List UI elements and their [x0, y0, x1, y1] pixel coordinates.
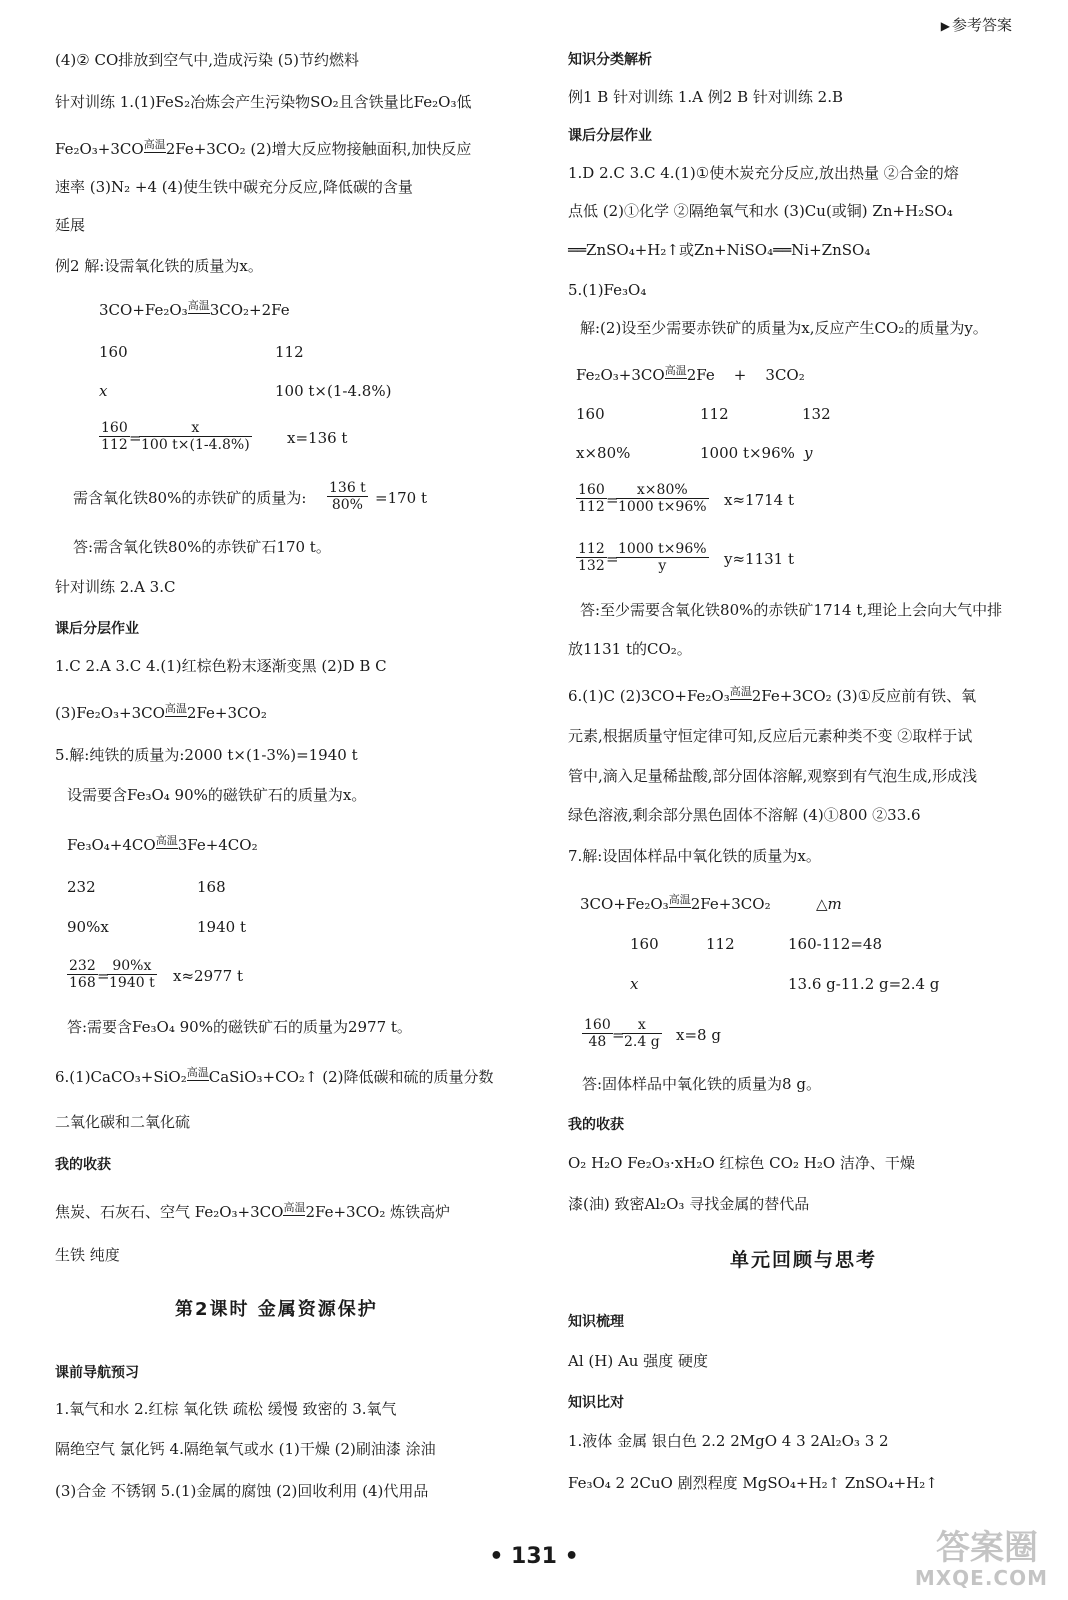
equals-sign: = [612, 1026, 625, 1044]
ratio-value: 112 [275, 343, 304, 361]
text-line: 例2 解:设需氧化铁的质量为x。 [55, 257, 263, 275]
watermark-url: MXQE.COM [914, 1566, 1048, 1590]
ratio-value: 160 [99, 343, 128, 361]
fraction [99, 420, 130, 453]
equation-right: 2Fe+3CO₂ [690, 895, 771, 913]
ratio-value: 13.6 g-11.2 g=2.4 g [788, 975, 940, 993]
text-line: 管中,滴入足量稀盐酸,部分固体溶解,观察到有气泡生成,形成浅 [568, 767, 978, 785]
ratio-value: 132 [802, 405, 831, 423]
equation-left: 3CO+Fe₂O₃ [580, 895, 669, 913]
reaction-condition [165, 703, 187, 717]
ratio-value: 160 [576, 405, 605, 423]
equation-line [99, 300, 290, 320]
text-line: O₂ H₂O Fe₂O₃·xH₂O 红棕色 CO₂ H₂O 洁净、干燥 [568, 1154, 915, 1172]
section-heading: 课后分层作业 [55, 621, 139, 637]
result: x≈2977 t [173, 967, 243, 985]
ratio-value: 100 t×(1-4.8%) [275, 382, 392, 400]
equation-line [580, 894, 771, 914]
watermark-logo [888, 1520, 1048, 1590]
denominator: 1000 t×96% [618, 499, 707, 515]
ratio-value: 232 [67, 878, 96, 896]
equation-left: Fe₃O₄+4CO [67, 836, 156, 854]
equation-left: Fe₂O₃+3CO [55, 140, 144, 158]
text-line: 7.解:设固体样品中氧化铁的质量为x。 [568, 847, 821, 865]
equation-line [576, 365, 805, 385]
reaction-condition [188, 300, 210, 314]
reaction-condition [669, 894, 691, 908]
text-line: 隔绝空气 氯化钙 4.隔绝氧气或水 (1)干燥 (2)刷油漆 涂油 [55, 1440, 436, 1458]
reaction-condition [665, 365, 687, 379]
equation-left: Fe₂O₃+3CO [576, 366, 665, 384]
text-line: ══ZnSO₄+H₂↑或Zn+NiSO₄══Ni+ZnSO₄ [568, 241, 871, 259]
numerator: 232 [69, 958, 96, 974]
numerator: x [139, 420, 252, 437]
fraction [327, 480, 368, 513]
unit-title: 单元回顾与思考 [730, 1249, 878, 1271]
text-line: 设需要含Fe₃O₄ 90%的磁铁矿石的质量为x。 [67, 786, 367, 804]
text-line: 针对训练 1.(1)FeS₂冶炼会产生污染物SO₂且含铁量比Fe₂O₃低 [55, 93, 472, 111]
equals-sign: = [129, 429, 142, 447]
text-line: 1.D 2.C 3.C 4.(1)①使木炭充分反应,放出热量 ②合金的熔 [568, 164, 959, 182]
watermark-top: 答案圈 [936, 1528, 1038, 1568]
fraction [107, 958, 157, 991]
condition-label: 高温 [155, 834, 178, 847]
equation-left: (3)Fe₂O₃+3CO [55, 704, 165, 722]
text-line: 1.氧气和水 2.红棕 氧化铁 疏松 缓慢 致密的 3.氧气 [55, 1400, 397, 1418]
numerator: 160 [101, 420, 128, 436]
text-line: 5.解:纯铁的质量为:2000 t×(1-3%)=1940 t [55, 746, 358, 764]
equation-line [55, 1202, 450, 1222]
text-line: 例1 B 针对训练 1.A 例2 B 针对训练 2.B [568, 88, 843, 106]
fraction [576, 482, 607, 515]
fraction [139, 420, 252, 453]
text-line: 解:(2)设至少需要赤铁矿的质量为x,反应产生CO₂的质量为y。 [580, 319, 988, 337]
reaction-condition [187, 1067, 209, 1081]
text-line: (3)合金 不锈钢 5.(1)金属的腐蚀 (2)回收利用 (4)代用品 [55, 1482, 429, 1500]
denominator: 168 [69, 975, 96, 991]
ratio-value: 168 [197, 878, 226, 896]
result: x=136 t [287, 429, 348, 447]
numerator: 1000 t×96% [618, 541, 707, 557]
denominator: 48 [588, 1034, 607, 1050]
reaction-condition [144, 139, 166, 153]
equation-right: 2Fe+3CO₂ [186, 704, 267, 722]
text-line: 1.液体 金属 银白色 2.2 2MgO 4 3 2Al₂O₃ 3 2 [568, 1432, 889, 1450]
numerator: 90%x [107, 958, 157, 975]
numerator: x [622, 1017, 662, 1034]
text-line: 漆(油) 致密Al₂O₃ 寻找金属的替代品 [568, 1195, 810, 1213]
numerator: 160 [578, 482, 605, 498]
text-line: 点低 (2)①化学 ②隔绝氧气和水 (3)Cu(或铜) Zn+H₂SO₄ [568, 202, 953, 220]
section-heading: 我的收获 [568, 1117, 624, 1133]
triangle-icon: ▶ [940, 19, 950, 33]
fraction [67, 958, 98, 991]
fraction [616, 541, 709, 574]
equation-right: 2Fe+3CO₂ (3)①反应前有铁、氧 [751, 687, 977, 705]
denominator: 100 t×(1-4.8%) [141, 437, 250, 453]
section-heading: 我的收获 [55, 1157, 111, 1173]
text-line: 需含氧化铁80%的赤铁矿的质量为: [73, 489, 307, 507]
result: =170 t [375, 489, 427, 507]
denominator: 112 [101, 437, 128, 453]
result: x=8 g [676, 1026, 721, 1044]
text-line: Fe₃O₄ 2 2CuO 剧烈程度 MgSO₄+H₂↑ ZnSO₄+H₂↑ [568, 1474, 938, 1492]
ratio-value: 90%x [67, 918, 109, 936]
equation-line [55, 703, 267, 723]
ratio-value: y [804, 444, 813, 462]
equation-right: 2Fe+3CO₂ (2)增大反应物接触面积,加快反应 [165, 140, 472, 158]
text-line: 元素,根据质量守恒定律可知,反应后元素种类不变 ②取样于试 [568, 727, 973, 745]
equation-right: 3Fe+4CO₂ [177, 836, 258, 854]
condition-label: 高温 [143, 138, 166, 151]
fraction [582, 1017, 613, 1050]
text-line: (4)② CO排放到空气中,造成污染 (5)节约燃料 [55, 51, 360, 69]
text-line: 5.(1)Fe₃O₄ [568, 281, 647, 299]
text-line: Al (H) Au 强度 硬度 [568, 1352, 708, 1370]
ratio-value: 112 [700, 405, 729, 423]
equation-line [55, 139, 471, 159]
text-line: 答:需要含Fe₃O₄ 90%的磁铁矿石的质量为2977 t。 [67, 1018, 412, 1036]
equation-right: 2Fe+3CO₂ 炼铁高炉 [305, 1203, 451, 1221]
section-heading: 课前导航预习 [55, 1365, 139, 1381]
text-line: 答:需含氧化铁80%的赤铁矿石170 t。 [73, 538, 331, 556]
equation-left: 3CO+Fe₂O₃ [99, 301, 188, 319]
equation-line [568, 686, 976, 706]
text-line: 速率 (3)N₂ +4 (4)使生铁中碳充分反应,降低碳的含量 [55, 178, 413, 196]
section-heading: 知识比对 [568, 1395, 624, 1411]
text-line: 针对训练 2.A 3.C [55, 578, 176, 596]
result: y≈1131 t [724, 550, 795, 568]
ratio-value: x×80% [576, 444, 631, 462]
condition-label: 高温 [187, 299, 210, 312]
equation-line [67, 835, 258, 855]
text-line: 绿色溶液,剩余部分黑色固体不溶解 (4)①800 ②33.6 [568, 806, 921, 824]
denominator: 2.4 g [624, 1034, 660, 1050]
numerator: x×80% [616, 482, 709, 499]
section-heading: 知识梳理 [568, 1314, 624, 1330]
text-line: 二氧化碳和二氧化硫 [55, 1113, 191, 1131]
fraction [616, 482, 709, 515]
result: x≈1714 t [724, 491, 794, 509]
equation-right: 2Fe + 3CO₂ [686, 366, 805, 384]
condition-label: 高温 [164, 702, 187, 715]
equals-sign: = [606, 491, 619, 509]
numerator: 112 [578, 541, 605, 557]
numerator: 136 t [329, 480, 366, 496]
equation-right: CaSiO₃+CO₂↑ (2)降低碳和硫的质量分数 [208, 1068, 494, 1086]
equation-right: 3CO₂+2Fe [209, 301, 290, 319]
fraction [622, 1017, 662, 1050]
delta-m: △m [816, 895, 842, 913]
text-line: 答:固体样品中氧化铁的质量为8 g。 [582, 1075, 821, 1093]
text-line: 1.C 2.A 3.C 4.(1)红棕色粉末逐渐变黑 (2)D B C [55, 657, 387, 675]
ratio-value: x [99, 382, 108, 400]
equation-left: 焦炭、石灰石、空气 Fe₂O₃+3CO [55, 1203, 284, 1221]
section-header-label: 参考答案 [951, 16, 1012, 34]
equation-left: 6.(1)C (2)3CO+Fe₂O₃ [568, 687, 730, 705]
equals-sign: = [606, 550, 619, 568]
text-line: 生铁 纯度 [55, 1246, 120, 1264]
ratio-value: x [630, 975, 639, 993]
ratio-value: 1000 t×96% [700, 444, 795, 462]
text-line: 放1131 t的CO₂。 [568, 640, 692, 658]
numerator: 160 [584, 1017, 611, 1033]
equation-left: 6.(1)CaCO₃+SiO₂ [55, 1068, 187, 1086]
reaction-condition [156, 835, 178, 849]
denominator: 80% [331, 497, 363, 513]
denominator: 132 [578, 558, 605, 574]
denominator: 112 [578, 499, 605, 515]
text-line: 延展 [55, 216, 86, 234]
section-header [941, 14, 1012, 35]
condition-label: 高温 [283, 1201, 306, 1214]
condition-label: 高温 [668, 893, 691, 906]
ratio-value: 160 [630, 935, 659, 953]
ratio-value: 160-112=48 [788, 935, 882, 953]
section-heading: 课后分层作业 [568, 128, 652, 144]
fraction [576, 541, 607, 574]
equals-sign: = [97, 967, 110, 985]
text-line: 答:至少需要含氧化铁80%的赤铁矿1714 t,理论上会向大气中排 [580, 601, 1003, 619]
condition-label: 高温 [664, 364, 687, 377]
ratio-value: 112 [706, 935, 735, 953]
denominator: y [658, 558, 667, 574]
reaction-condition [730, 686, 752, 700]
equation-line [55, 1067, 493, 1087]
condition-label: 高温 [186, 1066, 209, 1079]
ratio-value: 1940 t [197, 918, 246, 936]
lesson-title: 第2课时 金属资源保护 [175, 1299, 378, 1320]
condition-label: 高温 [729, 685, 752, 698]
reaction-condition [283, 1202, 305, 1216]
denominator: 1940 t [109, 975, 155, 991]
page-number: • 131 • [489, 1544, 579, 1569]
section-heading: 知识分类解析 [568, 52, 652, 68]
